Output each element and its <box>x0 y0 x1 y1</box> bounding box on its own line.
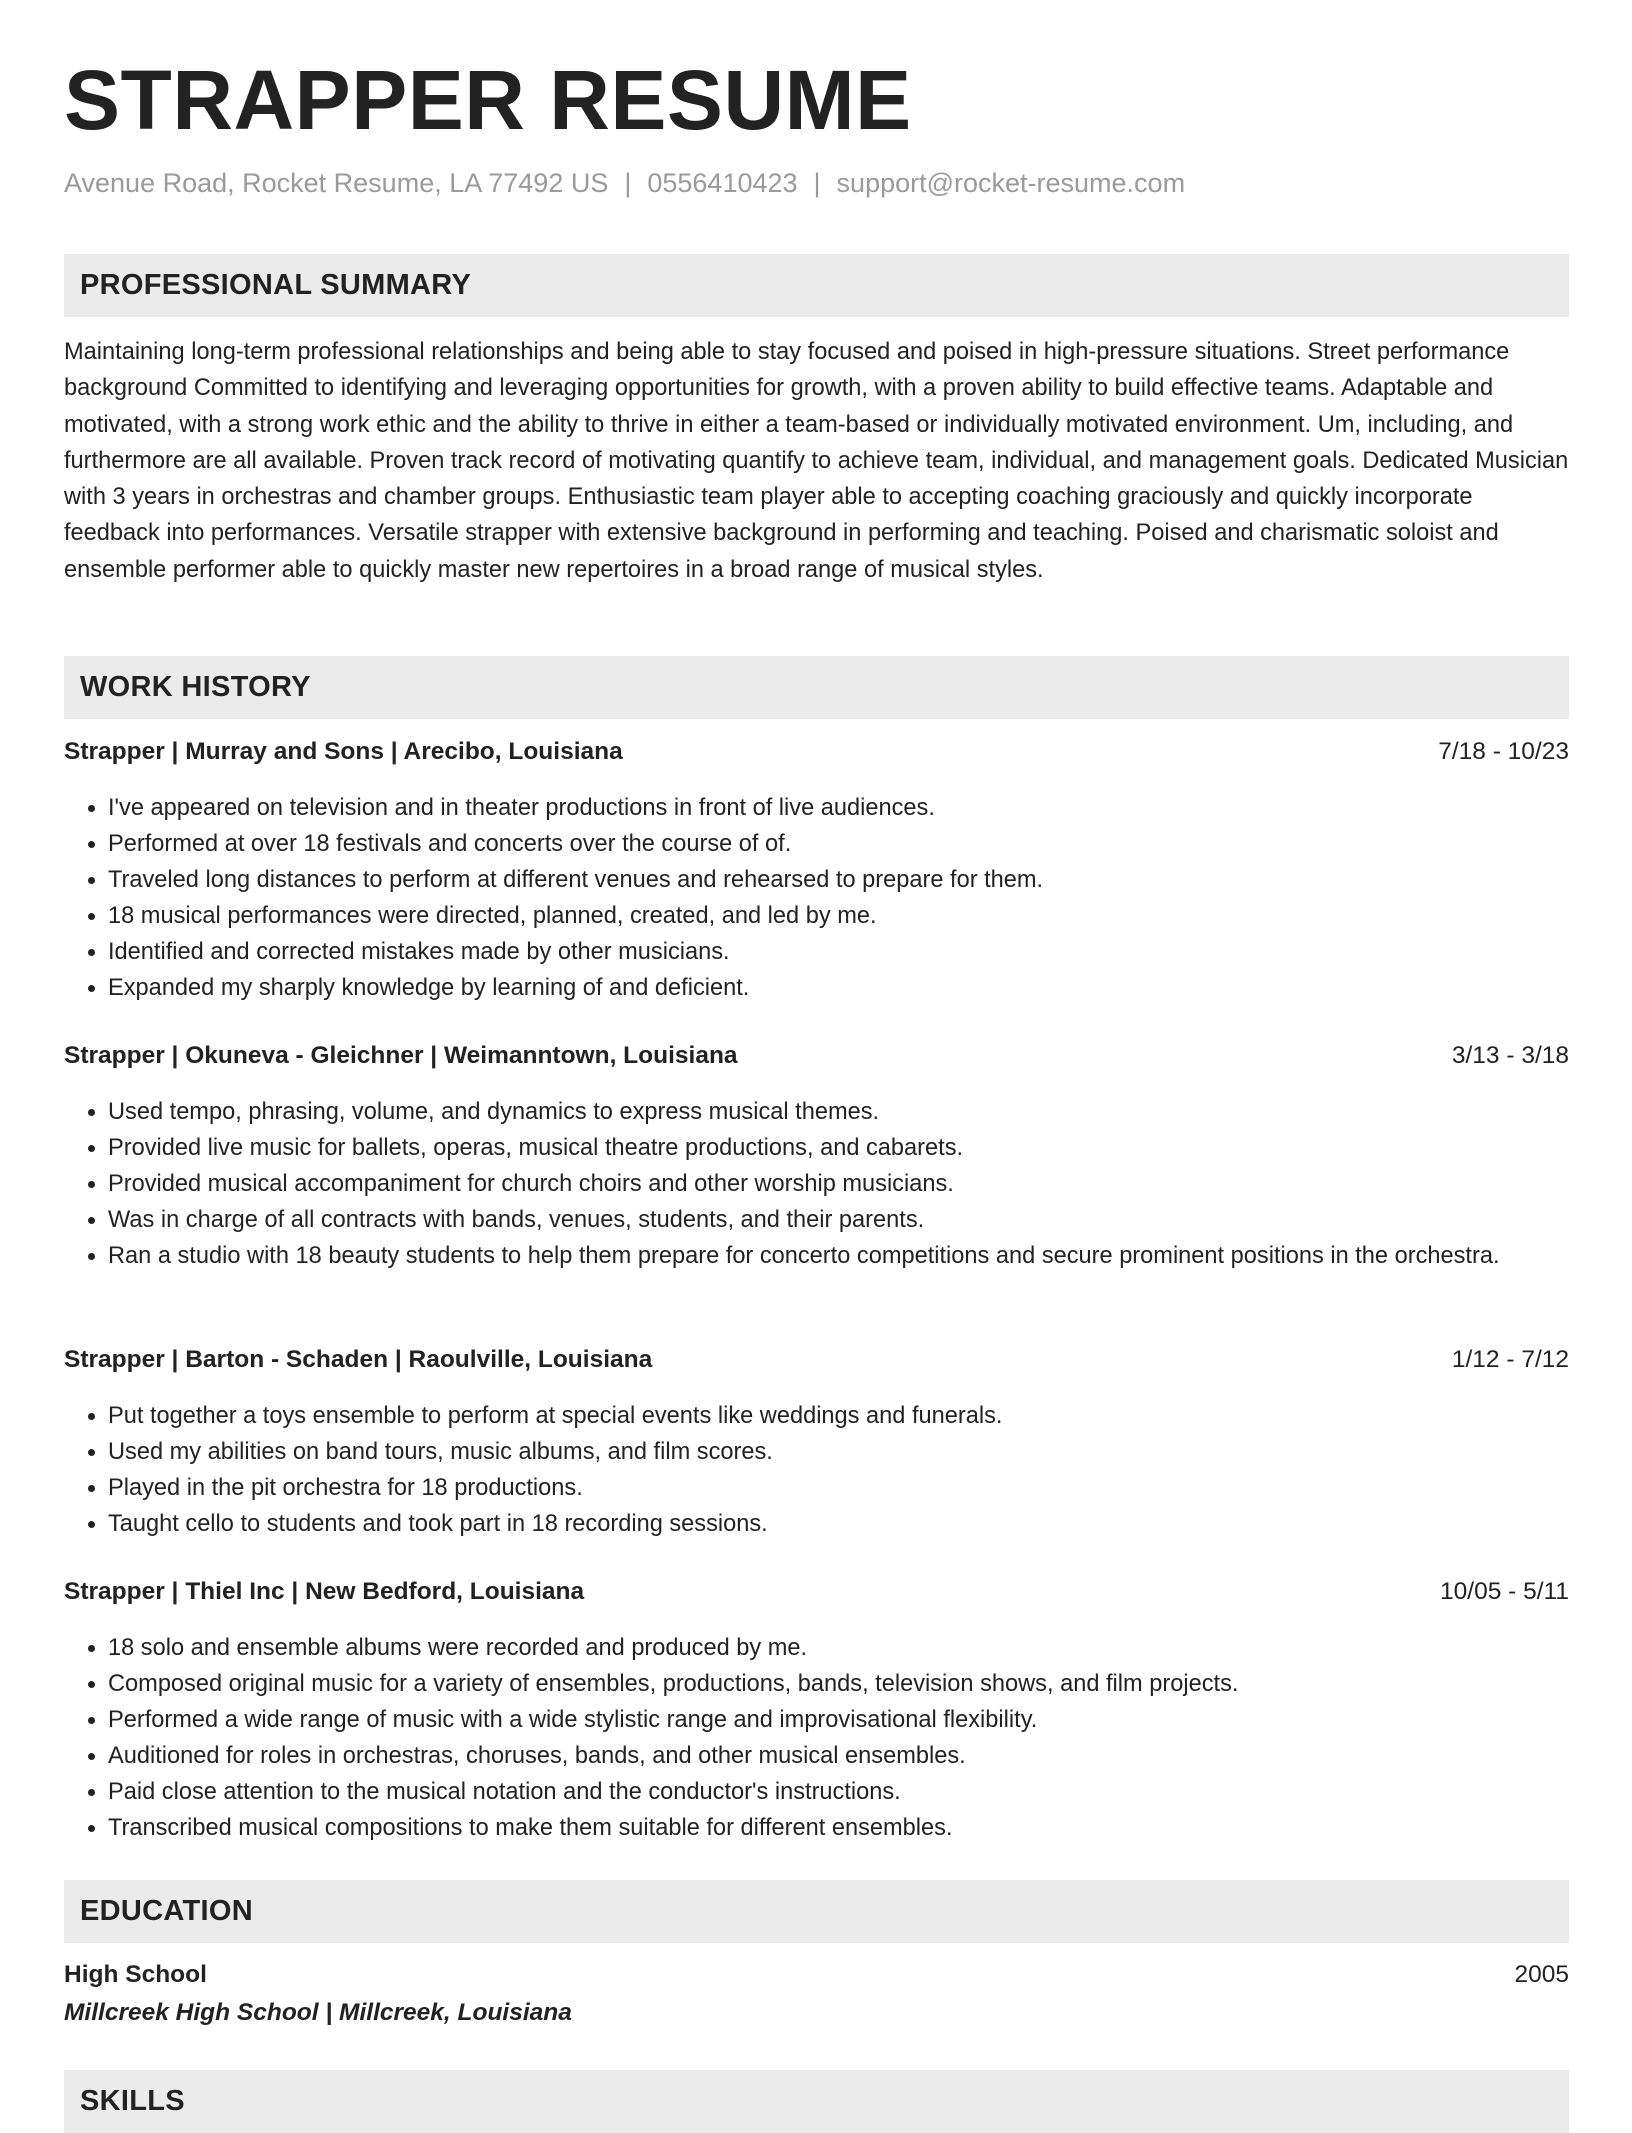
contact-line <box>64 168 1185 199</box>
job-entry <box>64 1578 1569 1846</box>
job-title: Strapper | Okuneva - Gleichner | Weimanntown, Louisiana <box>64 1042 738 1069</box>
job-bullet: • 18 musical performances were directed, planned, created, and led by me. <box>108 898 1569 934</box>
job-dates: 7/18 - 10/23 <box>1438 738 1569 765</box>
section-header-skills <box>64 2070 1569 2133</box>
job-bullet: • Ran a studio with 18 beauty students to help them prepare for concerto competitions and secure prominent positions in the orchestra. <box>108 1238 1569 1274</box>
job-title: Strapper | Barton - Schaden | Raoulville, Louisiana <box>64 1346 653 1373</box>
section-title-work-history: WORK HISTORY <box>80 671 311 703</box>
job-bullet: • Auditioned for roles in orchestras, choruses, bands, and other musical ensembles. <box>108 1738 1569 1774</box>
job-dates: 3/13 - 3/18 <box>1451 1042 1569 1069</box>
resume-name: STRAPPER RESUME <box>64 53 912 147</box>
contact-phone: 0556410423 <box>647 168 798 198</box>
job-bullet: • Expanded my sharply knowledge by learning of and deficient. <box>108 970 1569 1006</box>
job-entry <box>64 738 1569 1006</box>
job-bullet: • Identified and corrected mistakes made by other musicians. <box>108 934 1569 970</box>
job-bullet: • Provided live music for ballets, operas, musical theatre productions, and cabarets. <box>108 1130 1569 1166</box>
job-dates: 1/12 - 7/12 <box>1451 1346 1569 1373</box>
contact-address: Avenue Road, Rocket Resume, LA 77492 US <box>64 168 609 198</box>
job-header <box>64 1042 1569 1076</box>
job-bullet: • Taught cello to students and took part in 18 recording sessions. <box>108 1506 1569 1542</box>
job-title: Strapper | Thiel Inc | New Bedford, Louisiana <box>64 1578 585 1605</box>
job-bullet: • Performed a wide range of music with a wide stylistic range and improvisational flexibility. <box>108 1702 1569 1738</box>
job-bullet: • Traveled long distances to perform at different venues and rehearsed to prepare for them. <box>108 862 1569 898</box>
education-degree: High School <box>64 1961 207 1988</box>
contact-separator: | <box>624 168 632 198</box>
job-title: Strapper | Murray and Sons | Arecibo, Louisiana <box>64 738 623 765</box>
section-header-education <box>64 1880 1569 1943</box>
job-bullet: • Transcribed musical compositions to make them suitable for different ensembles. <box>108 1810 1569 1846</box>
contact-separator: | <box>813 168 821 198</box>
job-dates: 10/05 - 5/11 <box>1440 1578 1569 1605</box>
job-bullets <box>64 1630 1569 1846</box>
summary-text: Maintaining long-term professional relationships and being able to stay focused and poised in high-pressure situations. Street performance background Committed to identifying and leveraging opportunities for growth, with a proven ability to build effective teams. Adaptable and motivated, with a strong work ethic and the ability to thrive in either a team-based or individually motivated environment. Um, including, and furthermore are all available. Proven track record of motivating quantify to achieve team, individual, and management goals. Dedicated Musician with 3 years in orchestras and chamber groups. Enthusiastic team player able to accepting coaching graciously and quickly incorporate feedback into performances. Versatile strapper with extensive background in performing and teaching. Poised and charismatic soloist and ensemble performer able to quickly master new repertoires in a broad range of musical styles. <box>64 339 1569 583</box>
job-bullet: • Provided musical accompaniment for church choirs and other worship musicians. <box>108 1166 1569 1202</box>
job-bullet: • Composed original music for a variety of ensembles, productions, bands, television shows, and film projects. <box>108 1666 1569 1702</box>
contact-email: support@rocket-resume.com <box>836 168 1186 198</box>
job-header <box>64 1346 1569 1380</box>
job-entry <box>64 1346 1569 1542</box>
job-bullet: • 18 solo and ensemble albums were recorded and produced by me. <box>108 1630 1569 1666</box>
section-title-education: EDUCATION <box>80 1895 253 1927</box>
job-bullet: • Played in the pit orchestra for 18 productions. <box>108 1470 1569 1506</box>
job-header <box>64 738 1569 772</box>
section-header-work-history <box>64 656 1569 719</box>
job-bullet: • Was in charge of all contracts with bands, venues, students, and their parents. <box>108 1202 1569 1238</box>
job-bullet: • Put together a toys ensemble to perform at special events like weddings and funerals. <box>108 1398 1569 1434</box>
job-bullet: • Used my abilities on band tours, music albums, and film scores. <box>108 1434 1569 1470</box>
section-title-skills: SKILLS <box>80 2085 185 2117</box>
job-bullet: • Used tempo, phrasing, volume, and dynamics to express musical themes. <box>108 1094 1569 1130</box>
education-header <box>64 1961 1569 1989</box>
job-header <box>64 1578 1569 1612</box>
job-bullets <box>64 790 1569 1006</box>
education-school: Millcreek High School | Millcreek, Louisiana <box>64 1999 572 2026</box>
job-bullet: • Paid close attention to the musical notation and the conductor's instructions. <box>108 1774 1569 1810</box>
job-bullets <box>64 1398 1569 1542</box>
job-bullet: • I've appeared on television and in theater productions in front of live audiences. <box>108 790 1569 826</box>
job-bullets <box>64 1094 1569 1274</box>
section-header-summary <box>64 254 1569 317</box>
job-bullet: • Performed at over 18 festivals and concerts over the course of of. <box>108 826 1569 862</box>
education-entry <box>64 1961 1569 2027</box>
section-title-summary: PROFESSIONAL SUMMARY <box>80 269 472 301</box>
job-entry <box>64 1042 1569 1274</box>
education-year: 2005 <box>1514 1961 1569 1988</box>
